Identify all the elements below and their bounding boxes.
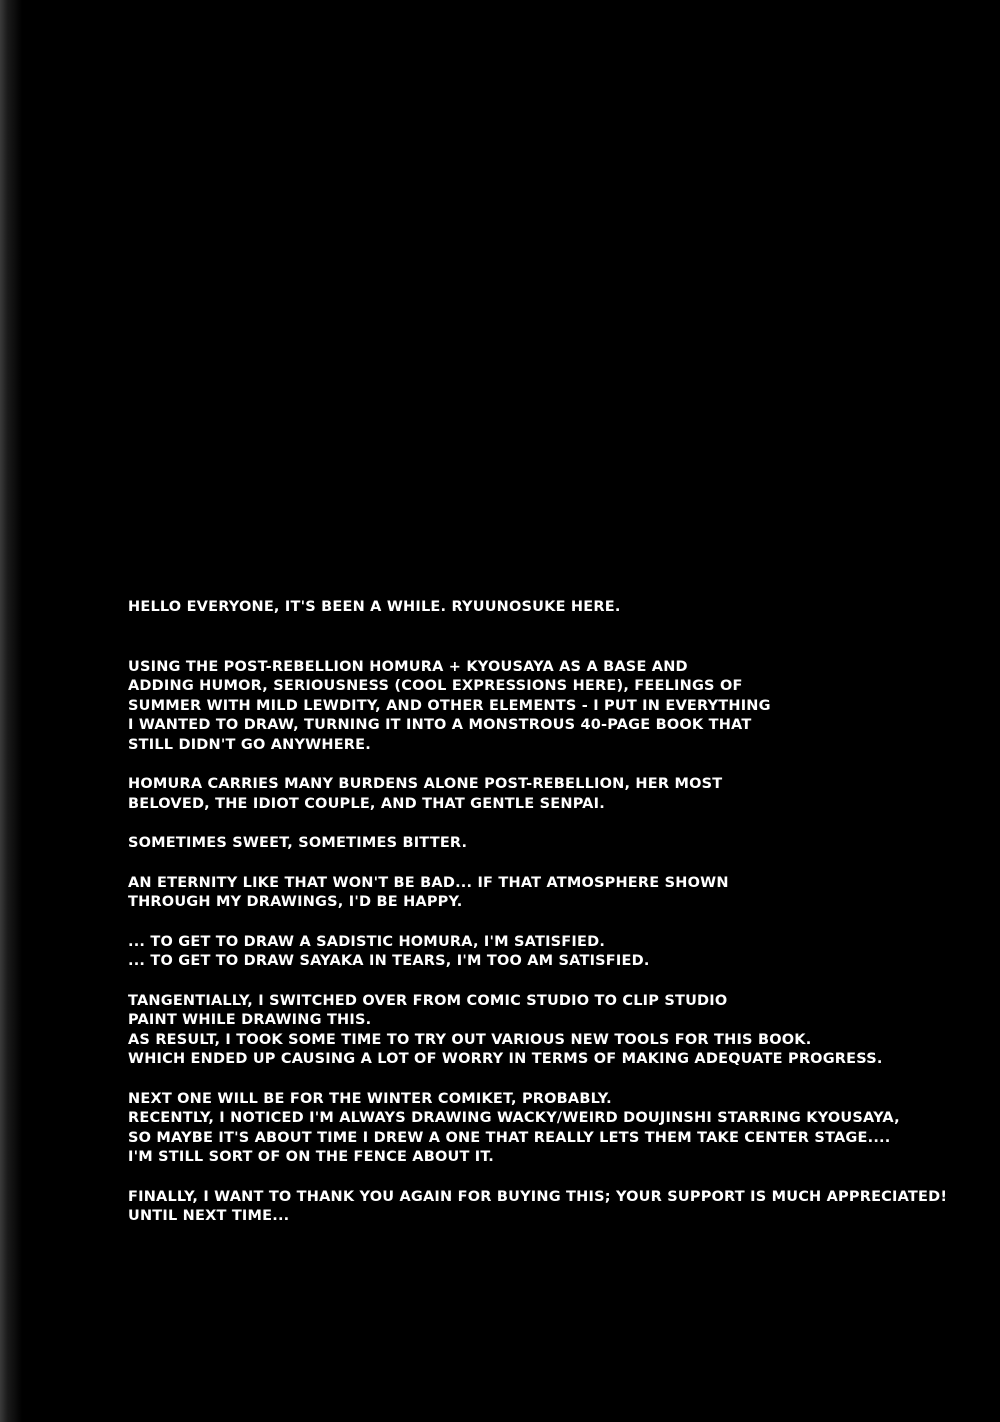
afterword-paragraph — [128, 992, 988, 1070]
text-line: STILL DIDN'T GO ANYWHERE. — [128, 736, 371, 753]
afterword-paragraph — [128, 1188, 988, 1227]
text-line: ... TO GET TO DRAW SAYAKA IN TEARS, I'M TOO AM SATISFIED. — [128, 953, 650, 969]
page-edge-shadow — [0, 0, 22, 1422]
text-line: PAINT WHILE DRAWING THIS. — [128, 1012, 372, 1028]
text-line: HELLO EVERYONE, IT'S BEEN A WHILE. RYUUNOSUKE HERE. — [128, 599, 621, 615]
text-line: WHICH ENDED UP CAUSING A LOT OF WORRY IN TERMS OF MAKING ADEQUATE PROGRESS. — [128, 1051, 883, 1067]
afterword-paragraph — [128, 874, 988, 913]
afterword-paragraph — [128, 658, 988, 756]
text-line: NEXT ONE WILL BE FOR THE WINTER COMIKET, PROBABLY. — [128, 1090, 612, 1107]
text-line: USING THE POST-REBELLION HOMURA + KYOUSAYA AS A BASE AND — [128, 658, 688, 675]
text-line: SO MAYBE IT'S ABOUT TIME I DREW A ONE THAT REALLY LETS THEM TAKE CENTER STAGE.... — [128, 1129, 891, 1146]
text-line: THROUGH MY DRAWINGS, I'D BE HAPPY. — [128, 894, 463, 910]
text-line: HOMURA CARRIES MANY BURDENS ALONE POST-REBELLION, HER MOST — [128, 776, 723, 792]
text-line: FINALLY, I WANT TO THANK YOU AGAIN FOR BUYING THIS; YOUR SUPPORT IS MUCH APPRECIATED! — [128, 1188, 948, 1205]
afterword-paragraph — [128, 598, 988, 618]
text-line: ADDING HUMOR, SERIOUSNESS (COOL EXPRESSIONS HERE), FEELINGS OF — [128, 678, 743, 694]
afterword-paragraph — [128, 834, 988, 854]
text-line: AS RESULT, I TOOK SOME TIME TO TRY OUT VARIOUS NEW TOOLS FOR THIS BOOK. — [128, 1031, 812, 1048]
text-line: RECENTLY, I NOTICED I'M ALWAYS DRAWING WACKY/WEIRD DOUJINSHI STARRING KYOUSAYA, — [128, 1110, 900, 1126]
text-line: SOMETIMES SWEET, SOMETIMES BITTER. — [128, 835, 468, 851]
text-line: ... TO GET TO DRAW A SADISTIC HOMURA, I'M SATISFIED. — [128, 933, 606, 950]
text-line: AN ETERNITY LIKE THAT WON'T BE BAD... IF THAT ATMOSPHERE SHOWN — [128, 874, 729, 891]
text-line: SUMMER WITH MILD LEWDITY, AND OTHER ELEMENTS - I PUT IN EVERYTHING — [128, 697, 771, 714]
afterword-paragraph — [128, 1090, 988, 1168]
afterword-paragraph — [128, 933, 988, 972]
afterword-text-block — [128, 598, 988, 1227]
text-line: TANGENTIALLY, I SWITCHED OVER FROM COMIC STUDIO TO CLIP STUDIO — [128, 992, 728, 1009]
text-line: I'M STILL SORT OF ON THE FENCE ABOUT IT. — [128, 1149, 495, 1165]
text-line: I WANTED TO DRAW, TURNING IT INTO A MONSTROUS 40-PAGE BOOK THAT — [128, 717, 752, 733]
afterword-paragraph — [128, 775, 988, 814]
text-line: BELOVED, THE IDIOT COUPLE, AND THAT GENTLE SENPAI. — [128, 795, 605, 812]
text-line: UNTIL NEXT TIME... — [128, 1208, 290, 1224]
